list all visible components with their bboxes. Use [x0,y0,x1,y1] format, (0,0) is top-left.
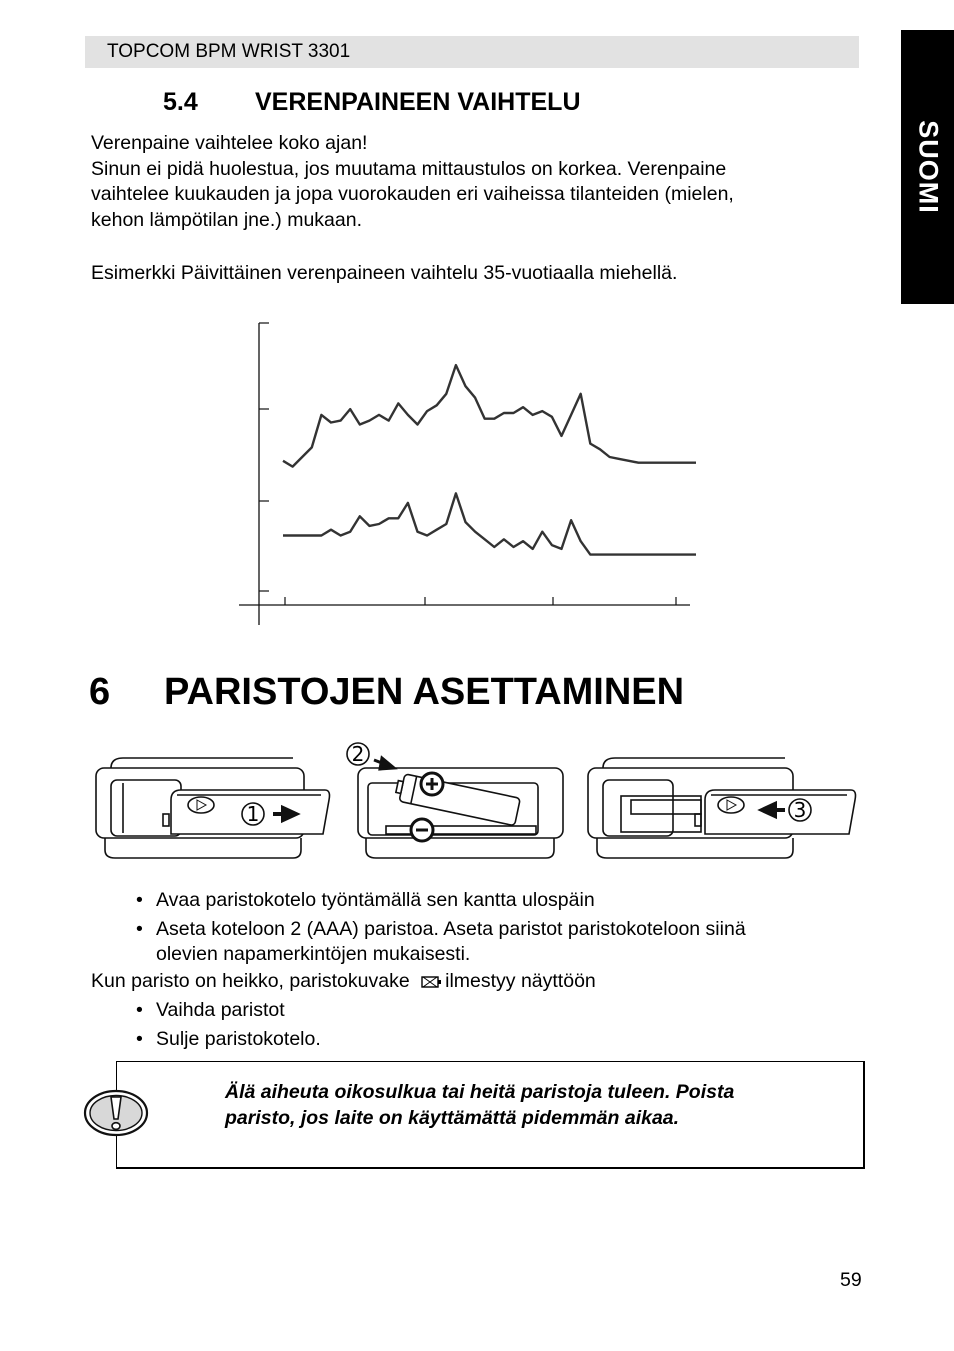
step-number-1: 1 [246,802,260,826]
instruction-list-b [136,998,321,1052]
list-item: • Sulje paristokotelo. [136,1027,321,1050]
paragraph-line: kehon lämpötilan jne.) mukaan. [91,208,362,231]
weak-battery-note: Kun paristo on heikko, paristokuvake ilmestyy näyttöön [91,970,596,992]
list-item-continuation: olevien napamerkintöjen mukaisesti. [156,943,471,965]
intro-paragraph [91,131,734,233]
header-title: TOPCOM BPM WRIST 3301 [107,41,351,62]
chapter-title: PARISTOJEN ASETTAMINEN [164,671,685,713]
page-number: 59 [840,1269,862,1291]
language-tab-label: SUOMI [913,120,943,214]
paragraph-line: Verenpaine vaihtelee koko ajan! [91,132,368,154]
warning-text: Älä aiheuta oikosulkua tai heitä paristoja tuleen. Poista paristo, jos laite on käyttämättä pidemmän aikaa. [225,1081,735,1129]
list-item: • Vaihda paristot [136,999,285,1021]
section-title: VERENPAINEEN VAIHTELU [255,88,581,116]
list-item: • Avaa paristokotelo työntämällä sen kantta ulospäin [136,889,595,911]
chart-series [283,365,696,554]
battery-step-2-illustration [346,738,571,863]
blood-pressure-chart [235,318,700,628]
battery-step-3-illustration [585,738,860,863]
paragraph-line: Sinun ei pidä huolestua, jos muutama mittaustulos on korkea. Verenpaine [91,157,727,180]
diastolic-series-line [283,493,696,554]
low-battery-icon [421,975,443,989]
step-number-3: 3 [793,798,807,822]
chart-axes [239,323,690,625]
paragraph-line: vaihtelee kuukauden ja jopa vuorokauden eri vaiheissa tilanteiden (mielen, [91,183,734,205]
instruction-list-a [136,888,746,968]
section-number: 5.4 [163,88,198,116]
step-number-2: 2 [351,742,365,766]
list-item: • Aseta koteloon 2 (AAA) paristoa. Aseta paristot paristokoteloon siinä [136,917,746,940]
chapter-number: 6 [89,671,111,713]
language-tab [901,30,954,304]
battery-step-1-illustration [93,738,333,863]
warning-icon [83,1088,149,1138]
systolic-series-line [283,365,696,467]
example-caption: Esimerkki Päivittäinen verenpaineen vaihtelu 35-vuotiaalla miehellä. [91,262,678,284]
header-bar [85,36,859,68]
